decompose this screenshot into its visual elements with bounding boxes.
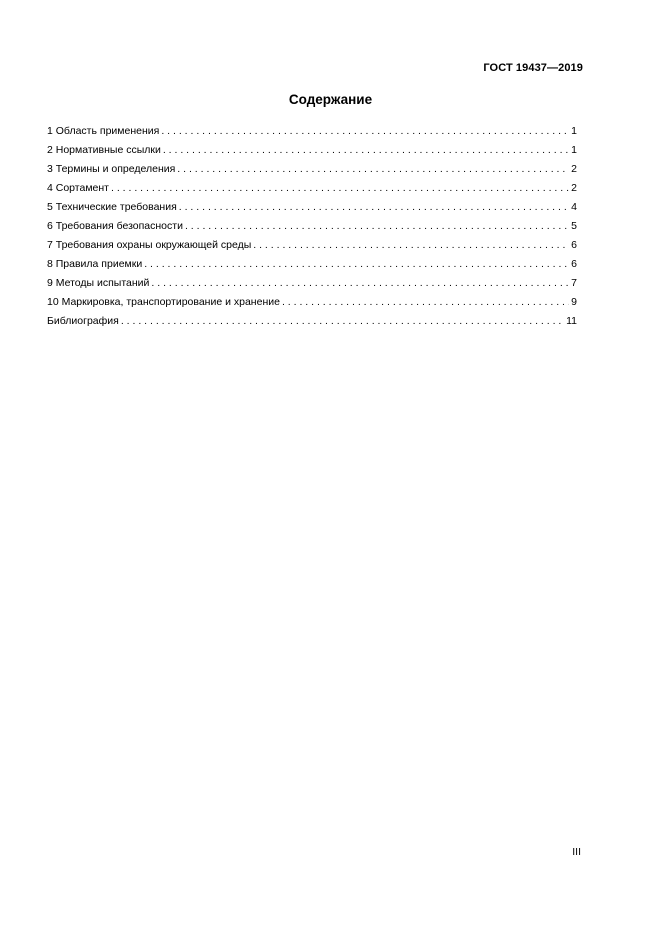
toc-entry-page: 2 — [571, 182, 577, 194]
toc-entry-terms-definitions[interactable] — [47, 160, 577, 179]
toc-entry-text: 10 Маркировка, транспортирование и хранение — [47, 296, 280, 308]
toc-entry-page: 2 — [571, 163, 577, 175]
toc-entry-safety-requirements[interactable] — [47, 217, 577, 236]
toc-entry-page: 5 — [571, 220, 577, 232]
toc-entry-text: 7 Требования охраны окружающей среды — [47, 239, 252, 251]
toc-entry-marking-transport-storage[interactable] — [47, 293, 577, 312]
toc-entry-environmental-requirements[interactable] — [47, 236, 577, 255]
toc-dot-leader — [151, 274, 569, 293]
toc-entry-page: 6 — [571, 239, 577, 251]
toc-entry-normative-references[interactable] — [47, 141, 577, 160]
toc-entry-text: 4 Сортамент — [47, 182, 109, 194]
toc-dot-leader — [111, 179, 569, 198]
toc-dot-leader — [185, 217, 569, 236]
toc-entry-text: 6 Требования безопасности — [47, 220, 183, 232]
toc-entry-page: 1 — [571, 125, 577, 137]
toc-dot-leader — [179, 198, 569, 217]
toc-dot-leader — [163, 141, 569, 160]
toc-title: Содержание — [288, 92, 373, 107]
toc-dot-leader — [144, 255, 569, 274]
toc-entry-bibliography[interactable] — [47, 312, 577, 331]
toc-entry-page: 9 — [571, 296, 577, 308]
toc-entry-acceptance-rules[interactable] — [47, 255, 577, 274]
toc-entry-text: Библиография — [47, 315, 119, 327]
toc-entry-page: 11 — [566, 315, 577, 327]
toc-entry-test-methods[interactable] — [47, 274, 577, 293]
toc-entry-page: 4 — [571, 201, 577, 213]
toc-entry-page: 6 — [571, 258, 577, 270]
toc-entry-text: 2 Нормативные ссылки — [47, 144, 161, 156]
table-of-contents — [47, 122, 577, 331]
toc-entry-text: 9 Методы испытаний — [47, 277, 150, 289]
toc-entry-assortment[interactable] — [47, 179, 577, 198]
toc-entry-technical-requirements[interactable] — [47, 198, 577, 217]
toc-dot-leader — [121, 312, 564, 331]
document-standard-id: ГОСТ 19437—2019 — [483, 62, 583, 74]
toc-dot-leader — [177, 160, 569, 179]
toc-dot-leader — [282, 293, 569, 312]
toc-dot-leader — [161, 122, 569, 141]
toc-entry-text: 3 Термины и определения — [47, 163, 176, 175]
toc-entry-page: 7 — [571, 277, 577, 289]
toc-entry-text: 8 Правила приемки — [47, 258, 143, 270]
toc-entry-text: 5 Технические требования — [47, 201, 177, 213]
toc-entry-page: 1 — [571, 144, 577, 156]
toc-dot-leader — [253, 236, 569, 255]
toc-entry-text: 1 Область применения — [47, 125, 160, 137]
page-number: III — [572, 846, 581, 858]
toc-entry-scope[interactable] — [47, 122, 577, 141]
